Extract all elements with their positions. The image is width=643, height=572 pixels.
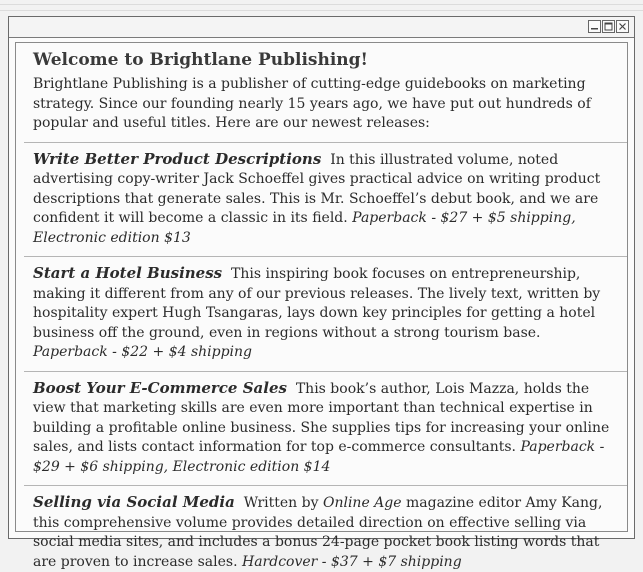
- book-description: This book’s author, Lois Mazza, holds the view that marketing skills are even more important than technical expertise in building a profitable online business. She supplies tips for increasing your online sales, and lists contact information for top e-commerce consultants.: [33, 380, 610, 455]
- book-title: Boost Your E-Commerce Sales: [33, 378, 287, 397]
- page-heading: Welcome to Brightlane Publishing!: [33, 50, 368, 70]
- background-line: [0, 4, 643, 5]
- book-pricing: Paperback - $22 + $4 shipping: [33, 344, 253, 360]
- book-title: Selling via Social Media: [33, 493, 235, 511]
- book-title: Write Better Product Descriptions: [33, 149, 322, 168]
- book-pricing: Paperback - $29 + $6 shipping, Electronic edition $14: [33, 439, 605, 475]
- book-description: In this illustrated volume, noted advertising copy-writer Jack Schoeffel gives practical advice on writing product descriptions that generate sales. This is Mr. Schoeffel’s debut book, and we are confident it will become a classic in its field.: [33, 151, 601, 226]
- magazine-name: Online Age: [322, 495, 402, 511]
- section-divider: [24, 371, 627, 372]
- browser-window: [8, 16, 635, 570]
- window-controls: [588, 20, 629, 33]
- book-entry: [33, 150, 619, 249]
- close-icon[interactable]: [616, 20, 629, 33]
- minimize-icon[interactable]: [588, 20, 601, 33]
- maximize-icon[interactable]: [602, 20, 615, 33]
- window-titlebar: [9, 17, 634, 38]
- background-line: [0, 10, 643, 11]
- book-description: This inspiring book focuses on entrepreneurship, making it different from any of our previous releases. The lively text, written by hospitality expert Hugh Tsangaras, lays down key principles for getting a hotel business off the ground, even in regions without a strong tourism base.: [33, 266, 601, 341]
- content-panel: [15, 42, 628, 570]
- book-description-end: magazine editor Amy Kang, this comprehensive volume provides detailed direction on effective selling via social media sites, and includes a bonus 24-page pocket book listing words that are proven to increase sales.: [33, 495, 603, 570]
- section-divider: [24, 142, 627, 143]
- book-entry: [33, 379, 619, 478]
- section-divider: [24, 256, 627, 257]
- intro-paragraph: Brightlane Publishing is a publisher of cutting-edge guidebooks on marketing strategy. Since our founding nearly 15 years ago, we have put out hundreds of popular and useful titles. Here are our newest releases:: [33, 76, 591, 131]
- book-pricing: Hardcover - $37 + $7 shipping: [241, 553, 462, 570]
- section-divider: [24, 485, 627, 486]
- book-entry: [33, 264, 619, 363]
- book-description-start: Written by: [243, 495, 319, 511]
- book-entry: [33, 493, 619, 572]
- book-pricing: Paperback - $27 + $5 shipping, Electronic edition $13: [33, 210, 576, 246]
- book-title: Start a Hotel Business: [33, 264, 223, 282]
